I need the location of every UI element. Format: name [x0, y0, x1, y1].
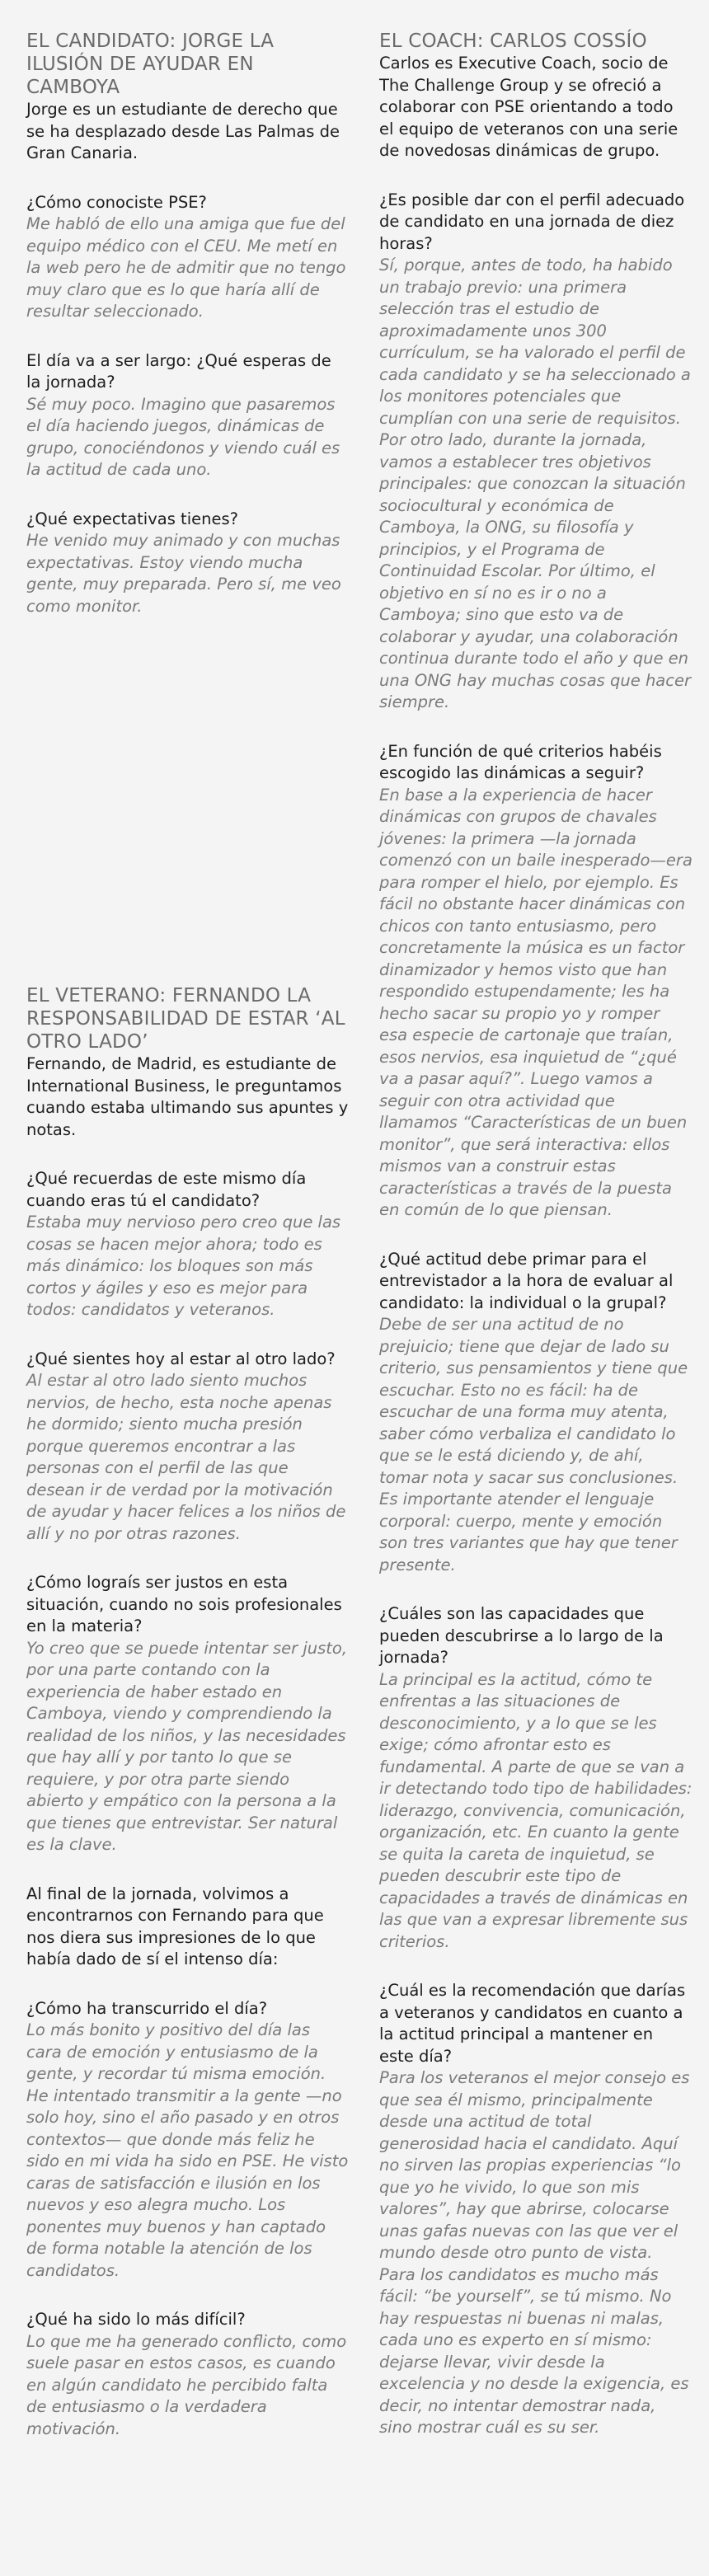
coach-intro: Carlos es Executive Coach, socio de The Challenge Group y se ofreció a colaborar con PSE orientando a todo el equipo de veteranos con una serie de novedosas dinámicas de grupo. [379, 54, 678, 160]
answer: Para los veteranos el mejor consejo es que sea él mismo, principalmente desde una actitud de total generosidad hacia el candidato. Aquí no sirven las propias experiencias “lo que yo he vivido, lo que son mis valores”, hay que abrirse, colocarse unas gafas nuevas con las que ver el mundo desde otro punto de vista. Para los candidatos es mucho más fácil: “be yourself”, se tú mismo. No hay respuestas ni buenas ni malas, cada uno es experto en sí mismo: dejarse llevar, vivir desde la excelencia y no desde la exigencia, es decir, no intentar demostrar nada, sino mostrar cuál es su ser. [379, 2068, 690, 2437]
question: ¿Qué sientes hoy al estar al otro lado? [26, 1349, 336, 1368]
answer: En base a la experiencia de hacer dinámicas con grupos de chavales jóvenes: la primera —la jornada comenzó con un baile inesperado—era para romper el hielo, por ejemplo. Es fácil no obstante hacer dinámicas con chicos con tanto entusiasmo, pero concretamente la música es un factor dinamizador y hemos visto que han respondido estupendamente; les ha hecho sacar su propio yo y romper esa especie de cartonaje que traían, esos nervios, esa inquietud de “¿qué va a pasar aquí?”. Luego vamos a seguir con otra actividad que llamamos “Características de un buen monitor”, que será interactiva: ellos mismos van a construir estas características a través de la puesta en común de lo que piensan. [379, 785, 693, 1219]
qa-item [26, 1572, 350, 1856]
coach-section [379, 30, 693, 2466]
question: ¿En función de qué criterios habéis escogido las dinámicas a seguir? [379, 741, 662, 782]
veteran-heading: EL VETERANO: FERNANDO LA RESPONSABILIDAD DE ESTAR ‘AL OTRO LADO’ [26, 985, 345, 1053]
candidate-intro: Jorge es un estudiante de derecho que se ha desplazado desde Las Palmas de Gran Canaria. [26, 100, 340, 162]
question: ¿Cuál es la recomendación que darías a veteranos y candidatos en cuanto a la actitud principal a mantener en este día? [379, 1981, 686, 2066]
answer: Lo que me ha generado conflicto, como suele pasar en estos casos, es cuando en algún candidato he percibido falta de entusiasmo o la verdadera motivación. [26, 2331, 347, 2438]
qa-item [379, 190, 693, 714]
answer: Me habló de ello una amiga que fue del equipo médico con el CEU. Me metí en la web pero he de admitir que no tengo muy claro que es lo que haría allí de resultar seleccionado. [26, 214, 346, 321]
question: ¿Qué actitud debe primar para el entrevistador a la hora de evaluar al candidato: la individual o la grupal? [379, 1249, 674, 1312]
veteran-intro: Fernando, de Madrid, es estudiante de International Business, le preguntamos cuando estaba ultimando sus apuntes y notas. [26, 1054, 349, 1139]
question: ¿Cómo conociste PSE? [26, 192, 207, 212]
answer: Lo más bonito y positivo del día las cara de emoción y entusiasmo de la gente, y recordar tú misma emoción. He intentado transmitir a la gente —no solo hoy, sino el año pasado y en otros contextos— que donde más feliz he sido en mi vida ha sido en PSE. He visto caras de satisfacción e ilusión en los nuevos y eso alegra mucho. Los ponentes muy buenos y han captado de forma notable la atención de los candidatos. [26, 2020, 349, 2280]
answer: Yo creo que se puede intentar ser justo, por una parte contando con la experiencia de haber estado en Camboya, viendo y comprendiendo la realidad de los niños, y las necesidades que hay allí y por tanto lo que se requiere, y por otra parte siendo abierto y empático con la persona a la que tienes que entrevistar. Ser natural es la clave. [26, 1638, 348, 1854]
veteran-followup: Al final de la jornada, volvimos a encontrarnos con Fernando para que nos diera sus impresiones de lo que había dado de sí el intenso día: [26, 1884, 324, 1968]
qa-item [379, 1249, 693, 1577]
veteran-section [26, 984, 350, 2467]
qa-item [26, 1998, 350, 2283]
answer: Sé muy poco. Imagino que pasaremos el día haciendo juegos, dinámicas de grupo, conociéndonos y viendo cuál es la actitud de cada uno. [26, 394, 340, 479]
qa-item [379, 1980, 693, 2439]
qa-item [379, 1603, 693, 1953]
question: ¿Cómo ha transcurrido el día? [26, 1998, 268, 2018]
candidate-section [26, 30, 350, 645]
answer: Al estar al otro lado siento muchos nervios, de hecho, esta noche apenas he dormido; siento mucha presión porque queremos encontrar a las personas con el perfil de las que desean ir de verdad por la motivación de ayudar y hacer felices a los niños de allí y no por otras razones. [26, 1371, 346, 1543]
qa-item [26, 350, 350, 481]
qa-item [26, 509, 350, 618]
question: ¿Es posible dar con el perfil adecuado de candidato en una jornada de diez horas? [379, 190, 685, 253]
answer: La principal es la actitud, cómo te enfrentas a las situaciones de desconocimiento, y a lo que se les exige; cómo afrontar esto es fundamental. A parte de que se van a ir detectando todo tipo de habilidades: liderazgo, convivencia, comunicación, organización, etc. En cuanto la gente se quita la careta de inquietud, se pueden descubrir este tipo de capacidades a través de dinámicas en las que van a expresar libremente sus criterios. [379, 1669, 693, 1951]
answer: He venido muy animado y con muchas expectativas. Estoy viendo mucha gente, muy preparada. Pero sí, me veo como monitor. [26, 531, 341, 616]
coach-heading: EL COACH: CARLOS COSSÍO [379, 30, 647, 52]
question: ¿Qué expectativas tienes? [26, 509, 238, 528]
qa-item [26, 1168, 350, 1321]
question: ¿Cómo lograís ser justos en esta situación, cuando no sois profesionales en la materia? [26, 1573, 342, 1635]
answer: Debe de ser una actitud de no prejuicio; tiene que dejar de lado su criterio, sus pensamientos y tiene que escuchar. Esto no es fácil: ha de escuchar de una forma muy atenta, saber cómo verbaliza el candidato lo que se le está diciendo y, de ahí, tomar nota y sacar sus conclusiones. Es importante atender el lenguaje corporal: cuerpo, mente y emoción son tres variantes que hay que tener presente. [379, 1315, 688, 1574]
question: ¿Cuáles son las capacidades que pueden descubrirse a lo largo de la jornada? [379, 1604, 664, 1667]
question: ¿Qué recuerdas de este mismo día cuando eras tú el candidato? [26, 1169, 307, 1210]
qa-item [379, 741, 693, 1222]
qa-item [26, 2309, 350, 2440]
question: ¿Qué ha sido lo más difícil? [26, 2310, 246, 2329]
question: El día va a ser largo: ¿Qué esperas de la jornada? [26, 350, 331, 392]
candidate-heading: EL CANDIDATO: JORGE LA ILUSIÓN DE AYUDAR EN CAMBOYA [26, 30, 275, 98]
qa-item [26, 1349, 350, 1546]
qa-item [26, 192, 350, 323]
answer: Sí, porque, antes de todo, ha habido un trabajo previo: una primera selección tras el estudio de aproximadamente unos 300 currículum, se ha valorado el perfil de cada candidato y se ha seleccionado a los monitores potenciales que cumplían con una serie de requisitos. Por otro lado, durante la jornada, vamos a establecer tres objetivos principales: que conozcan la situación sociocultural y económica de Camboya, la ONG, su filosofía y principios, y el Programa de Continuidad Escolar. Por último, el objetivo en sí no es ir o no a Camboya; sino que esto va de colaborar y ayudar, una colaboración continua durante todo el año y que en una ONG hay muchas cosas que hacer siempre. [379, 256, 691, 711]
answer: Estaba muy nervioso pero creo que las cosas se hacen mejor ahora; todo es más dinámico: los bloques son más cortos y ágiles y eso es mejor para todos: candidatos y veteranos. [26, 1213, 341, 1319]
